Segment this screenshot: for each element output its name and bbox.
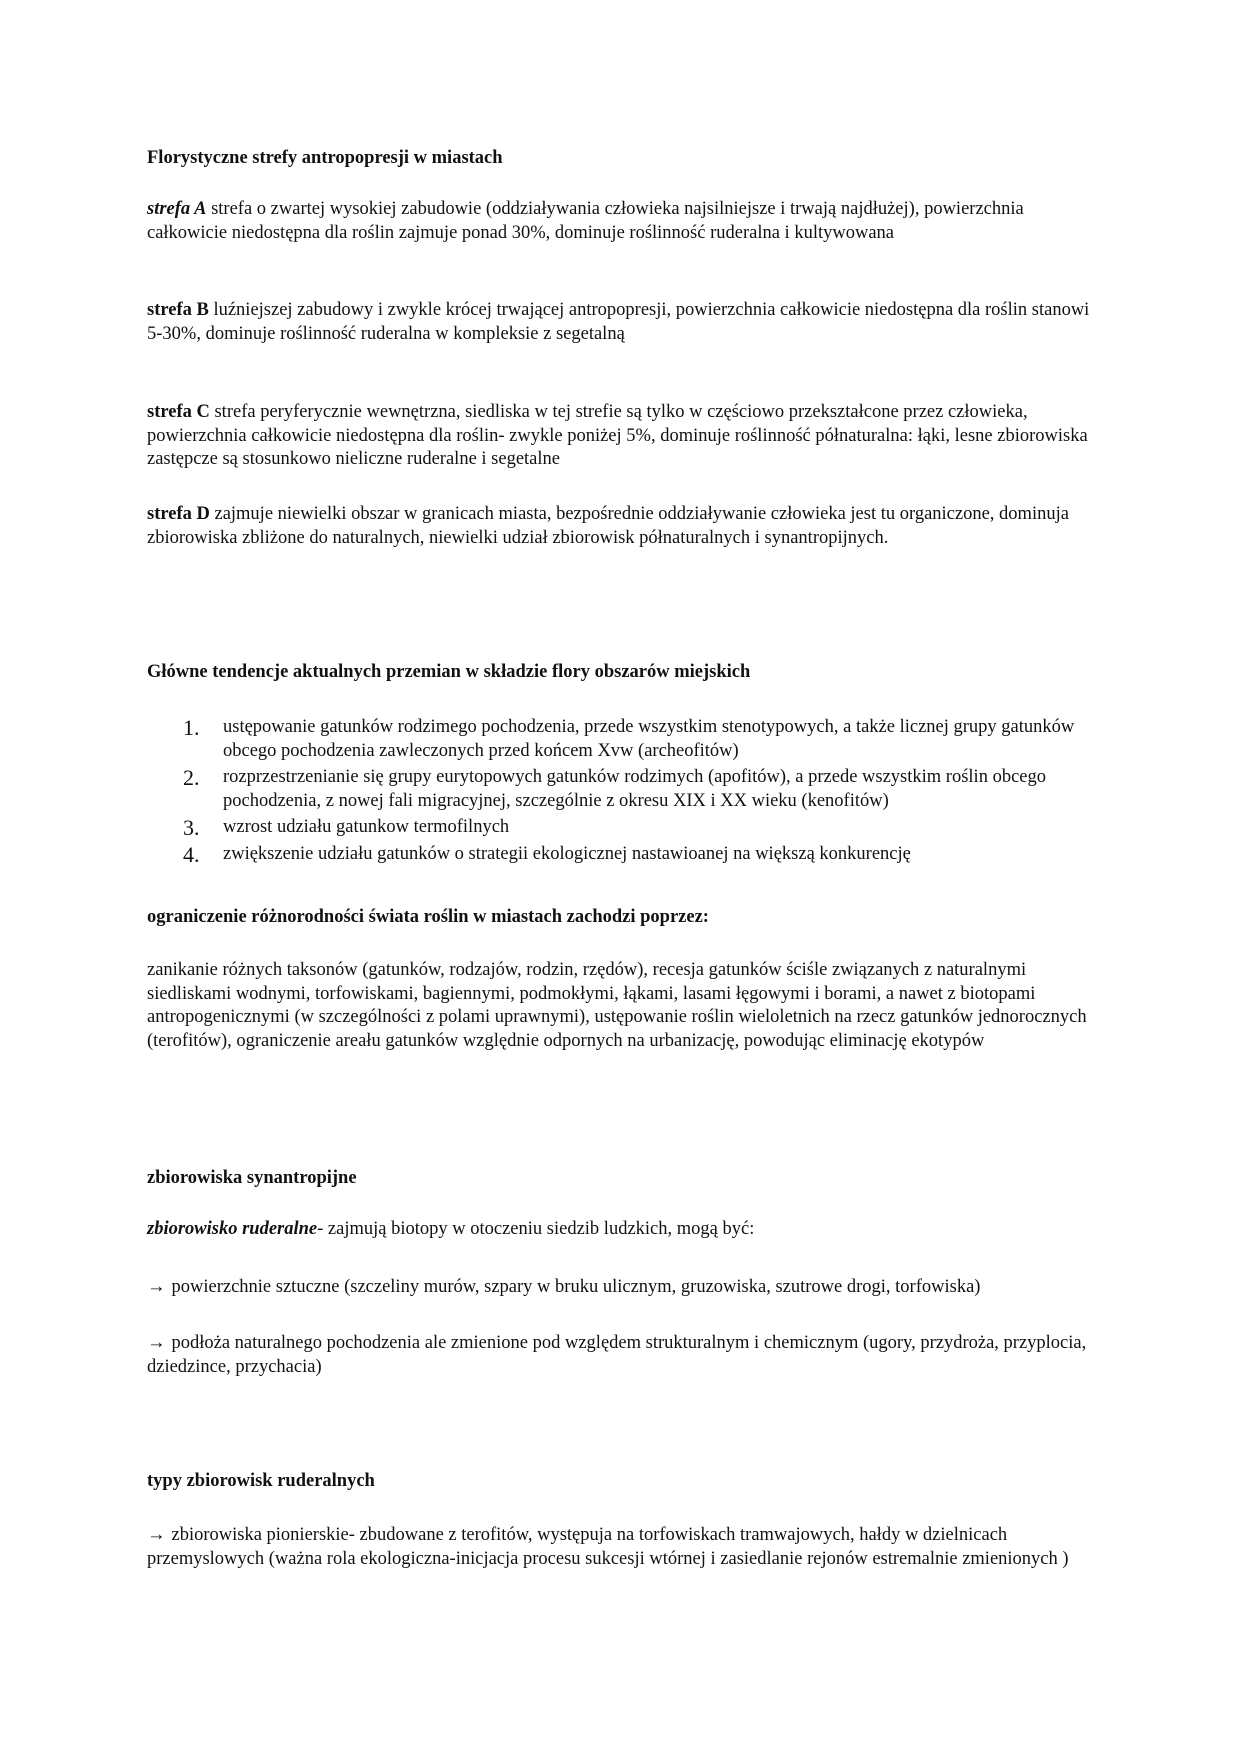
- document-title: Florystyczne strefy antropopresji w miastach: [147, 148, 503, 168]
- list-number: 2.: [183, 765, 200, 790]
- ruderal-label: zbiorowisko ruderalne: [147, 1219, 318, 1239]
- list-item: [147, 766, 1097, 813]
- limitation-heading: ograniczenie różnorodności świata roślin w miastach zachodzi poprzez:: [147, 907, 709, 927]
- zone-a-paragraph: [147, 198, 1097, 245]
- ruderal-type-bullet: [147, 1524, 1097, 1571]
- list-item: [147, 716, 1097, 763]
- list-number: 1.: [183, 715, 200, 740]
- arrow-icon: →: [147, 1525, 166, 1545]
- ruderal-bullet-text: podłoża naturalnego pochodzenia ale zmienione pod względem strukturalnym i chemicznym (ugory, przydroża, przyplocia, dziedzince, przychacia): [147, 1333, 1087, 1377]
- ruderal-bullet-text: powierzchnie sztuczne (szczeliny murów, szpary w bruku ulicznym, gruzowiska, szutrowe drogi, torfowiska): [171, 1277, 981, 1297]
- list-number: 4.: [183, 841, 200, 867]
- trends-heading: Główne tendencje aktualnych przemian w składzie flory obszarów miejskich: [147, 662, 751, 682]
- zone-d-label: strefa D: [147, 504, 210, 524]
- zone-c-paragraph: [147, 401, 1097, 472]
- zone-a-label: strefa A: [147, 199, 207, 219]
- trends-list: [147, 716, 1097, 869]
- list-item: [147, 843, 1097, 867]
- ruderal-text: - zajmują biotopy w otoczeniu siedzib ludzkich, mogą być:: [317, 1219, 755, 1239]
- ruderal-type-text: zbiorowiska pionierskie- zbudowane z terofitów, występuja na torfowiskach tramwajowych, hałdy w dzielnicach przemyslowych (ważna rola ekologiczna-inicjacja procesu sukcesji wtórnej i zasiedlanie rejonów estremalnie zmienionych ): [147, 1525, 1069, 1569]
- list-item-text: ustępowanie gatunków rodzimego pochodzenia, przede wszystkim stenotypowych, a także licznej grupy gatunków obcego pochodzenia zawleczonych przed końcem Xvw (archeofitów): [223, 717, 1075, 761]
- zone-b-text: luźniejszej zabudowy i zwykle krócej trwającej antropopresji, powierzchnia całkowicie niedostępna dla roślin stanowi 5-30%, dominuje roślinność ruderalna w kompleksie z segetalną: [147, 300, 1090, 344]
- arrow-icon: →: [147, 1333, 166, 1353]
- zone-b-paragraph: [147, 299, 1097, 346]
- list-item: [147, 816, 1097, 840]
- list-item-text: zwiększenie udziału gatunków o strategii ekologicznej nastawioanej na większą konkurencję: [223, 843, 911, 864]
- ruderal-types-heading: typy zbiorowisk ruderalnych: [147, 1471, 375, 1491]
- ruderal-bullet: [147, 1276, 1097, 1300]
- list-item-text: rozprzestrzenianie się grupy eurytopowych gatunków rodzimych (apofitów), a przede wszystkim roślin obcego pochodzenia, z nowej fali migracyjnej, szczególnie z okresu XIX i XX wieku (kenofitów): [223, 767, 1046, 811]
- zone-c-label: strefa C: [147, 402, 210, 422]
- synanthropic-heading: zbiorowiska synantropijne: [147, 1168, 357, 1188]
- ruderal-bullet: [147, 1332, 1097, 1379]
- zone-d-paragraph: [147, 503, 1097, 550]
- ruderal-definition: [147, 1218, 1097, 1242]
- list-number: 3.: [183, 815, 200, 840]
- arrow-icon: →: [147, 1277, 166, 1297]
- limitation-paragraph: zanikanie różnych taksonów (gatunków, rodzajów, rodzin, rzędów), recesja gatunków ściśle związanych z naturalnymi siedliskami wodnymi, torfowiskami, bagiennymi, podmokłymi, łąkami, lasami łęgowymi i borami, a nawet z biotopami antropogenicznymi (w szczególności z polami uprawnymi), ustępowanie roślin wieloletnich na rzecz gatunków jednorocznych (terofitów), ograniczenie areału gatunków względnie odpornych na urbanizację, powodując eliminację ekotypów: [147, 960, 1087, 1051]
- zone-c-text: strefa peryferycznie wewnętrzna, siedliska w tej strefie są tylko w częściowo przekształcone przez człowieka, powierzchnia całkowicie niedostępna dla roślin- zwykle poniżej 5%, dominuje roślinność półnaturalna: łąki, lesne zbiorowiska zastępcze są stosunkowo nieliczne ruderalne i segetalne: [147, 402, 1088, 469]
- zone-b-label: strefa B: [147, 300, 209, 320]
- zone-d-text: zajmuje niewielki obszar w granicach miasta, bezpośrednie oddziaływanie człowieka jest tu organiczone, dominuja zbiorowiska zbliżone do naturalnych, niewielki udział zbiorowisk półnaturalnych i synantropijnych.: [147, 504, 1069, 548]
- zone-a-text: strefa o zwartej wysokiej zabudowie (oddziaływania człowieka najsilniejsze i trwają najdłużej), powierzchnia całkowicie niedostępna dla roślin zajmuje ponad 30%, dominuje roślinność ruderalna i kultywowana: [147, 199, 1024, 243]
- list-item-text: wzrost udziału gatunkow termofilnych: [223, 817, 510, 837]
